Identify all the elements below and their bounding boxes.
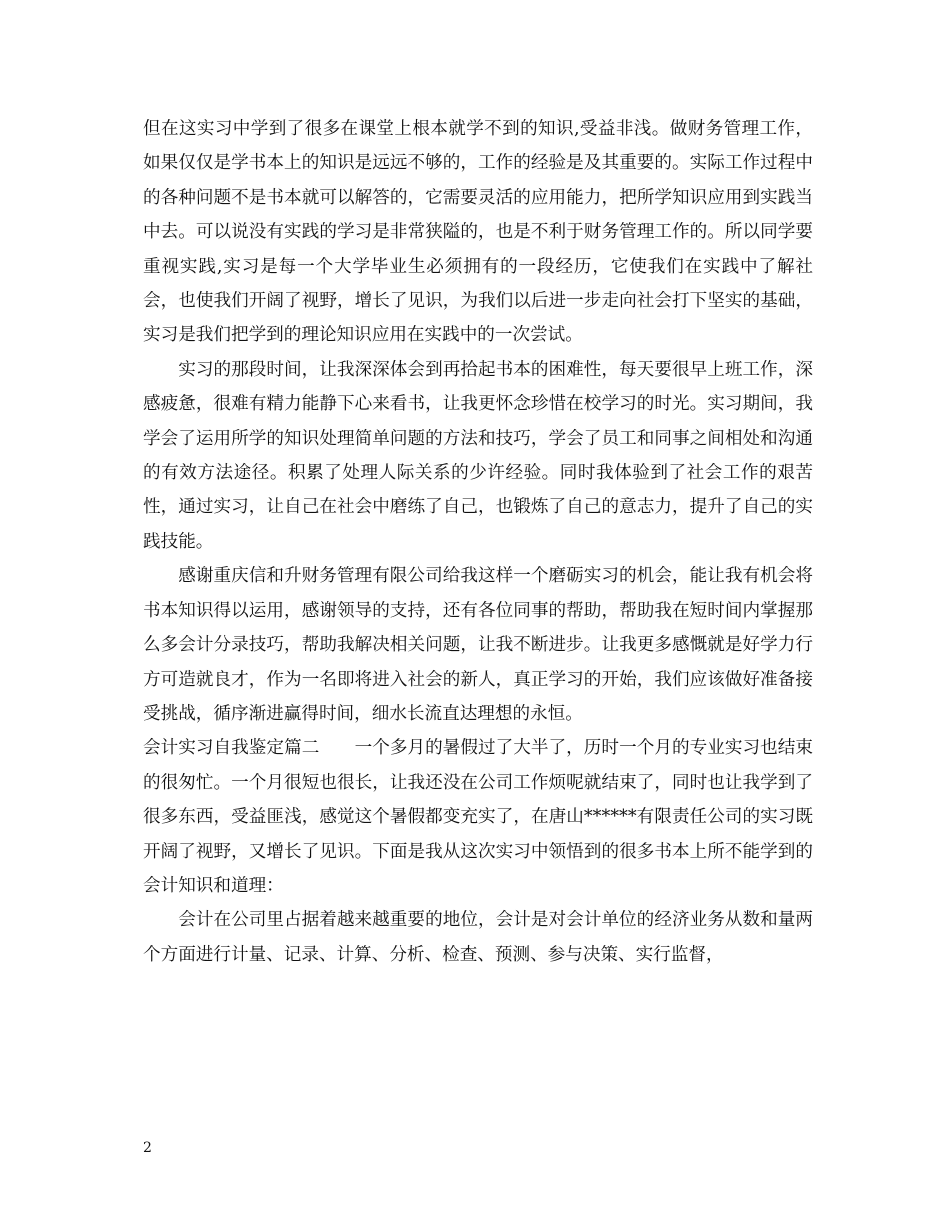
page-number: 2: [143, 1140, 152, 1156]
paragraph-2: 实习的那段时间，让我深深体会到再拾起书本的困难性，每天要很早上班工作，深感疲惫，很难有精力能静下心来看书，让我更怀念珍惜在校学习的时光。实习期间，我学会了运用所学的知识处理简单问题的方法和技巧，学会了员工和同事之间相处和沟通的有效方法途径。积累了处理人际关系的少许经验。同时我体验到了社会工作的艰苦性，通过实习，让自己在社会中磨练了自己，也锻炼了自己的意志力，提升了自己的实践技能。: [143, 359, 813, 552]
paragraph-1: 但在这实习中学到了很多在课堂上根本就学不到的知识,受益非浅。做财务管理工作，如果仅仅是学书本上的知识是远远不够的，工作的经验是及其重要的。实际工作过程中的各种问题不是书本就可以解答的，它需要灵活的应用能力，把所学知识应用到实践当中去。可以说没有实践的学习是非常狭隘的，也是不利于财务管理工作的。所以同学要重视实践,实习是每一个大学毕业生必须拥有的一段经历，它使我们在实践中了解社会，也使我们开阔了视野，增长了见识，为我们以后进一步走向社会打下坚实的基础，实习是我们把学到的理论知识应用在实践中的一次尝试。: [143, 119, 813, 346]
section-heading: 会计实习自我鉴定篇二: [143, 738, 320, 759]
section-paragraph: [143, 731, 813, 903]
paragraph-5: 会计在公司里占据着越来越重要的地位，会计是对会计单位的经济业务从数和量两个方面进行计量、记录、计算、分析、检查、预测、参与决策、实行监督，: [143, 910, 813, 965]
paragraph-3: 感谢重庆信和升财务管理有限公司给我这样一个磨砺实习的机会，能让我有机会将书本知识得以运用，感谢领导的支持，还有各位同事的帮助，帮助我在短时间内掌握那么多会计分录技巧，帮助我解决相关问题，让我不断进步。让我更多感慨就是好学力行方可造就良才，作为一名即将进入社会的新人，真正学习的开始，我们应该做好准备接受挑战，循序渐进赢得时间，细水长流直达理想的永恒。: [143, 566, 813, 724]
paragraph-4: 一个多月的暑假过了大半了，历时一个月的专业实习也结束的很匆忙。一个月很短也很长，让我还没在公司工作烦呢就结束了，同时也让我学到了很多东西，受益匪浅，感觉这个暑假都变充实了，在唐山******有限责任公司的实习既开阔了视野，又增长了见识。下面是我从这次实习中领悟到的很多书本上所不能学到的会计知识和道理：: [143, 738, 813, 896]
document-body: [143, 112, 813, 972]
